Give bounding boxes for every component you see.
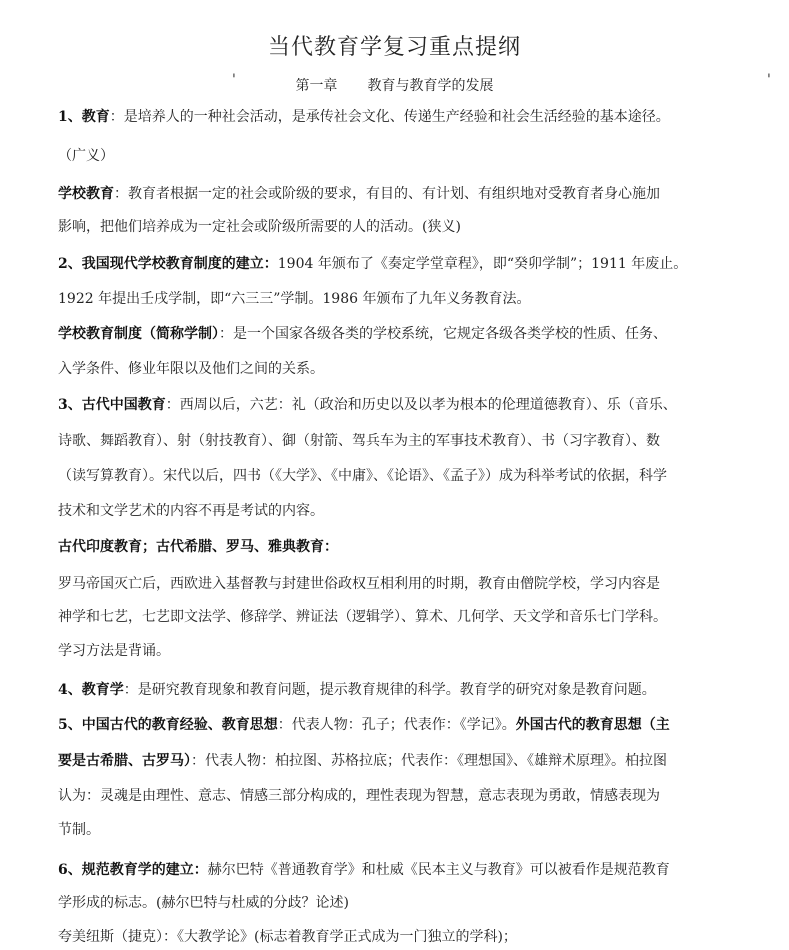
text-segment: ：代表人物：柏拉图、苏格拉底；代表作：《理想国》、《雄辩术原理》。柏拉图: [191, 753, 667, 769]
right-margin-mark: ': [767, 72, 771, 88]
text-line: [58, 289, 758, 309]
text-line: [58, 641, 758, 661]
text-segment: 学形成的标志。(赫尔巴特与杜威的分歧？论述): [58, 895, 349, 911]
text-segment: 夸美纽斯（捷克）：《大教学论》(标志着教育学正式成为一门独立的学科)；: [58, 929, 517, 945]
text-line: [58, 254, 758, 274]
document-title: 当代教育学复习重点提纲: [267, 35, 521, 60]
chapter-heading: [0, 75, 789, 95]
text-segment: ：西周以后，六艺：礼（政治和历史以及以孝为根本的伦理道德教育）、乐（音乐、: [165, 397, 677, 413]
text-line: [58, 574, 758, 594]
bold-term: 2、我国现代学校教育制度的建立：: [58, 256, 278, 272]
text-line: [58, 715, 758, 735]
bold-term: 学校教育制度（简称学制）: [58, 326, 219, 342]
text-segment: 节制。: [58, 822, 100, 838]
bold-term: 4、教育学: [58, 682, 124, 698]
text-line: [58, 607, 758, 627]
text-line: [58, 537, 758, 557]
bold-term: 3、古代中国教育: [58, 397, 166, 413]
text-segment: （广义）: [58, 148, 114, 164]
text-segment: 诗歌、舞蹈教育）、射（射技教育）、御（射箭、驾兵车为主的军事技术教育）、书（习字教育）、数: [58, 433, 660, 449]
bold-term: 外国古代的教育思想（主: [515, 717, 670, 733]
text-segment: 罗马帝国灭亡后，西欧进入基督教与封建世俗政权互相利用的时期，教育由僧院学校，学习内容是: [58, 576, 660, 592]
bold-term: 学校教育: [58, 186, 114, 202]
bold-term: 要是古希腊、古罗马）: [58, 753, 191, 769]
text-line: [58, 217, 758, 237]
text-segment: （读写算教育）。宋代以后，四书（《大学》、《中庸》、《论语》、《孟子》）成为科举考试的依据，科学: [58, 468, 667, 484]
text-line: [58, 751, 758, 771]
text-line: [58, 359, 758, 379]
text-segment: 赫尔巴特《普通教育学》和杜威《民本主义与教育》可以被看作是规范教育: [207, 862, 670, 878]
text-line: [58, 431, 758, 451]
text-segment: 技术和文学艺术的内容不再是考试的内容。: [58, 503, 324, 519]
text-segment: 1904 年颁布了《奏定学堂章程》，即“癸卯学制”；1911 年废止。: [277, 256, 688, 272]
bold-term: 5、中国古代的教育经验、教育思想: [58, 717, 278, 733]
text-line: [58, 466, 758, 486]
bold-term: 6、规范教育学的建立：: [58, 862, 208, 878]
text-segment: 1922 年提出壬戌学制，即“六三三”学制。1986 年颁布了九年义务教育法。: [58, 291, 531, 307]
text-segment: 影响，把他们培养成为一定社会或阶级所需要的人的活动。(狭义): [58, 219, 461, 235]
text-line: [58, 184, 758, 204]
chapter-name: 教育与教育学的发展: [367, 78, 494, 94]
bold-term: 1、教育: [58, 109, 110, 125]
text-line: [58, 324, 758, 344]
text-segment: ：教育者根据一定的社会或阶级的要求，有目的、有计划、有组织地对受教育者身心施加: [114, 186, 660, 202]
text-line: [58, 107, 758, 127]
text-line: [58, 860, 758, 880]
bold-term: 古代印度教育；古代希腊、罗马、雅典教育：: [58, 539, 338, 555]
text-segment: ：代表人物：孔子；代表作：《学记》。: [277, 717, 516, 733]
text-segment: ：是研究教育现象和教育问题，提示教育规律的科学。教育学的研究对象是教育问题。: [123, 682, 656, 698]
text-segment: 学习方法是背诵。: [58, 643, 170, 659]
text-line: [58, 820, 758, 840]
text-segment: ：是培养人的一种社会活动，是承传社会文化、传递生产经验和社会生活经验的基本途径。: [109, 109, 670, 125]
text-line: [58, 893, 758, 913]
text-line: [58, 146, 758, 166]
text-segment: 神学和七艺，七艺即文法学、修辞学、辨证法（逻辑学）、算术、几何学、天文学和音乐七门学科。: [58, 609, 667, 625]
text-line: [58, 786, 758, 806]
text-line: [58, 927, 758, 947]
text-segment: 认为：灵魂是由理性、意志、情感三部分构成的，理性表现为智慧，意志表现为勇敢，情感表现为: [58, 788, 660, 804]
left-margin-mark: ': [232, 72, 236, 88]
text-line: [58, 501, 758, 521]
text-line: [58, 395, 758, 415]
text-segment: 入学条件、修业年限以及他们之间的关系。: [58, 361, 324, 377]
text-line: [58, 680, 758, 700]
chapter-label: 第一章: [295, 78, 338, 94]
text-segment: ：是一个国家各级各类的学校系统，它规定各级各类学校的性质、任务、: [219, 326, 667, 342]
